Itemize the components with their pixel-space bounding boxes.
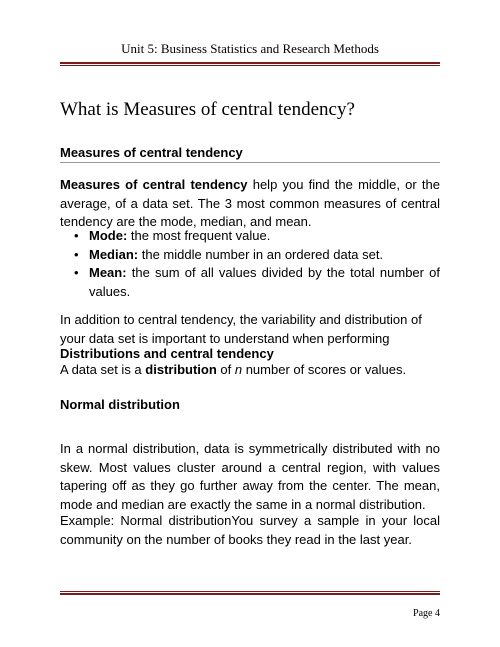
bullet-term: Median: xyxy=(89,246,139,262)
footer-rule-thick xyxy=(60,593,440,595)
footer-rule-thin xyxy=(60,591,440,592)
bullet-text: the sum of all values divided by the total number of values. xyxy=(89,265,440,299)
intro-term: Measures of central tendency xyxy=(60,177,248,192)
variability-paragraph: In addition to central tendency, the variability and distribution of your data set is important to understand when performing xyxy=(60,312,422,346)
measures-list xyxy=(80,227,440,301)
section-heading: Measures of central tendency xyxy=(60,145,243,160)
distribution-sentence xyxy=(60,361,440,380)
section-rule xyxy=(60,162,440,163)
normal-paragraph: In a normal distribution, data is symmetrically distributed with no skew. Most values cluster around a central region, with values tapering off as they go further away from the center. The mean, mode and median are exactly the same in a normal distribution. xyxy=(60,441,440,512)
page-title: What is Measures of central tendency? xyxy=(60,99,355,120)
list-item xyxy=(80,264,440,301)
list-item xyxy=(80,227,440,246)
intro-text: help you find the middle, or the average, of a data set. The 3 most common measures of central tendency are the mode, median, and mean. xyxy=(60,177,440,229)
bullet-text: the most frequent value. xyxy=(127,228,271,243)
distribution-term: distribution xyxy=(145,362,217,377)
example-paragraph: Example: Normal distributionYou survey a sample in your local community on the number of books they read in the last year. xyxy=(60,513,440,547)
header-rule-thin xyxy=(60,65,440,66)
normal-distribution-heading: Normal distribution xyxy=(60,397,180,412)
running-header: Unit 5: Business Statistics and Research Methods xyxy=(121,41,379,56)
header-rule-thick xyxy=(60,62,440,64)
distribution-var: n xyxy=(234,362,243,377)
bullet-text: the middle number in an ordered data set. xyxy=(138,246,384,262)
bullet-term: Mean: xyxy=(89,265,127,280)
bullet-term: Mode: xyxy=(89,228,128,243)
list-item xyxy=(80,246,440,265)
distribution-post: number of scores or values. xyxy=(242,362,407,377)
page-number: Page 4 xyxy=(413,608,440,619)
distribution-pre: A data set is a xyxy=(60,362,146,377)
distributions-heading: Distributions and central tendency xyxy=(60,346,274,361)
intro-paragraph xyxy=(60,176,440,232)
distribution-mid: of xyxy=(216,362,235,377)
